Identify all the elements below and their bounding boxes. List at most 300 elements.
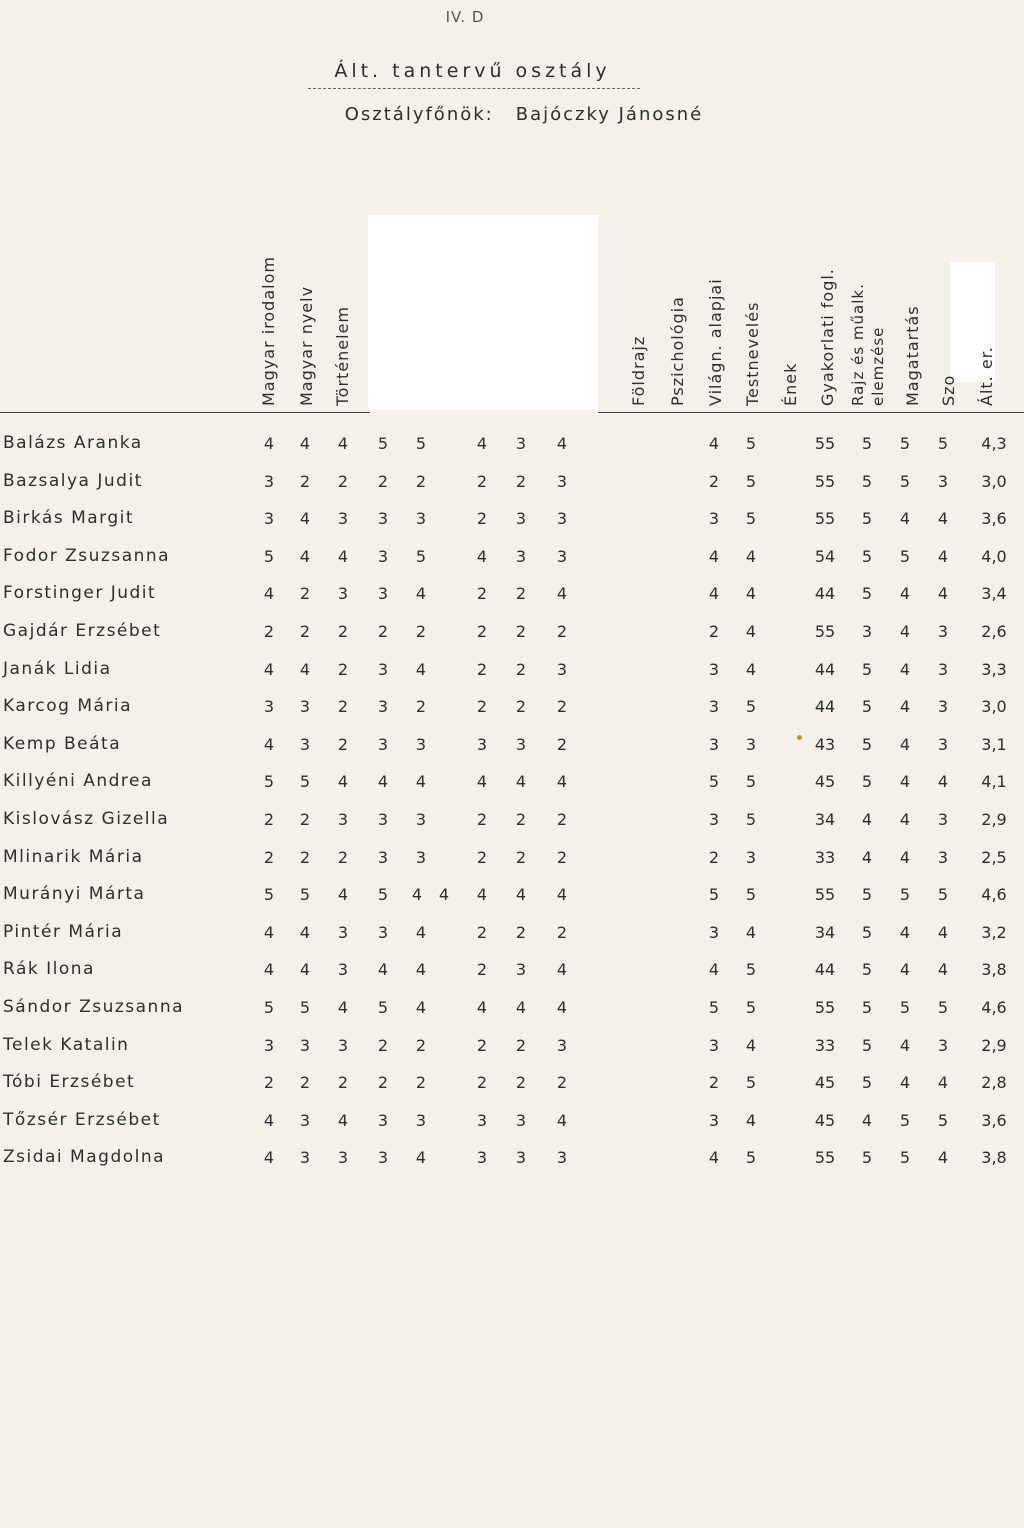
student-name: Telek Katalin [3, 1034, 130, 1055]
grade-cell: 2 [377, 1073, 389, 1093]
grade-cell: 5 [745, 509, 757, 529]
grade-cell: 5 [861, 546, 873, 566]
grade-cell: 2 [556, 810, 568, 829]
grade-cell: 5 [861, 509, 873, 529]
grade-cell: 2 [299, 622, 311, 641]
grade-cell: 2 [476, 584, 488, 604]
grade-cell: 3,2 [981, 922, 1007, 942]
teacher-label: Osztályfőnök: [344, 104, 494, 125]
grade-cell: 2 [299, 1073, 311, 1093]
grade-cell: 2 [299, 847, 311, 867]
grade-cell: 5 [708, 772, 720, 792]
student-name: Janák Lidia [3, 658, 112, 679]
student-name: Kemp Beáta [3, 733, 122, 754]
grade-cell: 3 [937, 697, 949, 717]
grade-cell: 4 [263, 922, 275, 942]
grade-cell: 5 [861, 1073, 873, 1093]
grade-cell: 3 [377, 922, 389, 942]
grade-cell: 4 [263, 1148, 275, 1168]
table-row [0, 538, 1024, 576]
grade-cell: 3 [515, 734, 527, 754]
grade-cell: 5 [745, 810, 757, 829]
student-name: Fodor Zsuzsanna [3, 545, 171, 566]
grade-cell: 3 [377, 847, 389, 867]
grade-cell: 4 [745, 1035, 757, 1055]
grade-cell: 4 [263, 584, 275, 604]
grade-cell: 4 [556, 584, 568, 604]
grade-cell: 4,3 [981, 434, 1007, 453]
grade-cell: 4 [937, 584, 949, 604]
student-name: Karcog Mária [3, 696, 133, 717]
grade-cell: 3 [708, 1110, 720, 1130]
grade-cell: 5 [861, 584, 873, 604]
grade-cell: 3 [745, 734, 757, 754]
grade-cell: 4 [937, 546, 949, 566]
grade-cell: 45 [814, 772, 836, 792]
grade-cell: 3 [299, 1148, 311, 1168]
grade-cell: 3 [745, 847, 757, 867]
grade-cell: 5 [745, 1073, 757, 1093]
grade-cell: 4 [708, 584, 720, 604]
grade-cell: 4 [745, 1110, 757, 1130]
grade-cell: 2 [515, 1035, 527, 1055]
col-header-enek: Ének [781, 362, 800, 406]
grade-cell: 3 [708, 922, 720, 942]
grade-cell: 44 [814, 659, 836, 679]
grade-cell: 2 [708, 471, 720, 491]
grade-cell: 2,6 [981, 622, 1007, 641]
grade-cell: 3 [708, 509, 720, 529]
grade-cell: 2 [299, 471, 311, 491]
student-name: Killyéni Andrea [3, 771, 153, 792]
grade-cell: 2 [476, 810, 488, 829]
grade-cell: 4 [937, 1073, 949, 1093]
grade-cell: 4 [415, 584, 427, 604]
table-row [0, 726, 1024, 764]
grade-cell: 5 [745, 772, 757, 792]
grade-cell: 4 [411, 885, 423, 905]
table-row [0, 839, 1024, 877]
grade-cell: 4 [476, 885, 488, 905]
grade-cell: 3,6 [981, 1110, 1007, 1130]
grade-cell: 5 [263, 885, 275, 905]
grade-cell: 4 [515, 885, 527, 905]
grade-cell: 4 [263, 960, 275, 980]
grade-cell: 5 [861, 434, 873, 453]
grade-cell: 4 [337, 885, 349, 905]
grade-cell: 5 [745, 697, 757, 717]
table-row [0, 613, 1024, 651]
grade-cell: 3 [337, 584, 349, 604]
grade-cell: 4 [415, 659, 427, 679]
grade-cell: 4 [937, 772, 949, 792]
table-row [0, 951, 1024, 989]
grade-cell: 4 [556, 885, 568, 905]
grade-cell: 2,9 [981, 810, 1007, 829]
grade-cell: 4 [299, 960, 311, 980]
grade-cell: 3 [937, 622, 949, 641]
grade-cell: 3 [515, 509, 527, 529]
grade-cell: 5 [899, 434, 911, 453]
grade-cell: 5 [745, 434, 757, 453]
grade-cell: 5 [899, 1110, 911, 1130]
grade-cell: 3 [476, 1148, 488, 1168]
student-name: Tóbi Erzsébet [3, 1072, 136, 1093]
grade-cell: 2 [377, 622, 389, 641]
grade-cell: 5 [861, 885, 873, 905]
grade-cell: 4 [438, 885, 450, 905]
grade-cell: 3 [556, 1035, 568, 1055]
grade-cell: 4 [861, 810, 873, 829]
grade-cell: 2 [515, 471, 527, 491]
grade-cell: 4 [556, 998, 568, 1017]
col-header-magyar-irodalom: Magyar irodalom [259, 256, 278, 406]
grade-cell: 5 [377, 434, 389, 453]
grade-cell: 4 [708, 1148, 720, 1168]
grade-cell: 3 [415, 509, 427, 529]
grade-cell: 3 [377, 546, 389, 566]
grade-cell: 44 [814, 960, 836, 980]
grade-cell: 5 [861, 960, 873, 980]
grade-cell: 4 [861, 847, 873, 867]
grade-cell: 3 [515, 434, 527, 453]
grade-cell: 2 [556, 847, 568, 867]
grade-cell: 4 [745, 622, 757, 641]
table-row [0, 763, 1024, 801]
grade-cell: 2 [515, 622, 527, 641]
grade-cell: 4 [899, 922, 911, 942]
grade-cell: 3 [476, 734, 488, 754]
grade-cell: 5 [937, 998, 949, 1017]
grade-cell: 2 [263, 1073, 275, 1093]
table-row [0, 801, 1024, 839]
col-header-altalanos: Ált. er. [977, 346, 996, 406]
grade-cell: 3 [377, 509, 389, 529]
grade-cell: 4 [263, 734, 275, 754]
grade-cell: 3 [476, 1110, 488, 1130]
grade-cell: 4 [476, 772, 488, 792]
col-header-gyakorlati: Gyakorlati fogl. [818, 268, 837, 406]
grade-cell: 3,8 [981, 960, 1007, 980]
student-name: Forstinger Judit [3, 583, 157, 604]
grade-cell: 3 [263, 1035, 275, 1055]
grade-cell: 3 [937, 1035, 949, 1055]
grade-cell: 4 [476, 434, 488, 453]
student-name: Sándor Zsuzsanna [3, 997, 185, 1017]
table-row [0, 651, 1024, 689]
grade-cell: 5 [263, 998, 275, 1017]
grade-cell: 4 [476, 998, 488, 1017]
student-name: Tőzsér Erzsébet [3, 1109, 161, 1130]
grade-cell: 2 [708, 622, 720, 641]
grade-cell: 2 [476, 622, 488, 641]
grade-cell: 4 [556, 772, 568, 792]
col-header-vilagnezet: Világn. alapjai [706, 278, 725, 406]
grade-cell: 4 [299, 659, 311, 679]
grade-cell: 4,1 [981, 772, 1007, 792]
grade-cell: 3 [708, 734, 720, 754]
grade-cell: 4,6 [981, 885, 1007, 905]
grade-cell: 2 [515, 659, 527, 679]
teacher-name: Bajóczky Jánosné [515, 104, 704, 125]
redaction-block [368, 215, 598, 410]
grade-cell: 2 [476, 1073, 488, 1093]
grade-cell: 5 [899, 885, 911, 905]
grade-cell: 4 [415, 998, 427, 1017]
table-row [0, 688, 1024, 726]
grade-cell: 2 [515, 584, 527, 604]
col-header-rajz: Rajz és műalk. elemzése [849, 283, 887, 406]
grade-cell: 45 [814, 1073, 836, 1093]
grade-cell: 3,1 [981, 734, 1007, 754]
grade-cell: 5 [899, 546, 911, 566]
grade-cell: 3 [708, 1035, 720, 1055]
table-row [0, 463, 1024, 501]
grade-cell: 3 [937, 471, 949, 491]
grade-cell: 4 [937, 960, 949, 980]
grade-cell: 3 [937, 810, 949, 829]
grade-cell: 3 [556, 471, 568, 491]
grade-cell: 2 [415, 1035, 427, 1055]
grade-cell: 4 [937, 922, 949, 942]
grade-cell: 5 [861, 471, 873, 491]
grade-cell: 2 [337, 1073, 349, 1093]
grade-cell: 4 [263, 659, 275, 679]
grade-cell: 5 [861, 922, 873, 942]
grade-cell: 2 [556, 734, 568, 754]
grade-cell: 4 [899, 659, 911, 679]
grade-cell: 5 [861, 1035, 873, 1055]
grade-cell: 3 [415, 810, 427, 829]
grade-cell: 4 [556, 960, 568, 980]
grade-cell: 4 [263, 1110, 275, 1130]
grade-cell: 55 [814, 622, 836, 641]
grade-cell: 55 [814, 885, 836, 905]
grade-cell: 4 [299, 509, 311, 529]
grade-cell: 2 [476, 509, 488, 529]
grade-cell: 4 [745, 584, 757, 604]
grade-cell: 4 [899, 1035, 911, 1055]
grade-cell: 3 [299, 697, 311, 717]
table-row [0, 1027, 1024, 1065]
grade-cell: 5 [708, 885, 720, 905]
grade-cell: 2 [556, 697, 568, 717]
grade-cell: 2 [263, 810, 275, 829]
grade-cell: 2 [299, 810, 311, 829]
col-header-tortenelem: Történelem [333, 305, 352, 406]
grade-cell: 3 [337, 810, 349, 829]
grade-cell: 4 [937, 509, 949, 529]
grade-cell: 4 [556, 1110, 568, 1130]
student-name: Bazsalya Judit [3, 470, 143, 491]
grade-cell: 2 [556, 922, 568, 942]
grade-cell: 3 [556, 1148, 568, 1168]
grade-cell: 4 [415, 1148, 427, 1168]
grade-cell: 3 [556, 509, 568, 529]
grade-cell: 4 [861, 1110, 873, 1130]
grade-cell: 2 [515, 847, 527, 867]
grade-cell: 3 [299, 1110, 311, 1130]
grade-cell: 5 [861, 734, 873, 754]
grade-cell: 2 [476, 960, 488, 980]
grade-cell: 5 [299, 885, 311, 905]
student-name: Kislovász Gizella [3, 809, 170, 829]
ink-dot [797, 735, 802, 740]
grade-cell: 4 [337, 998, 349, 1017]
grade-cell: 3 [377, 1110, 389, 1130]
grade-cell: 5 [745, 471, 757, 491]
grade-cell: 5 [937, 885, 949, 905]
grade-cell: 3 [556, 546, 568, 566]
grade-cell: 5 [708, 998, 720, 1017]
grade-cell: 4 [415, 922, 427, 942]
grade-cell: 3 [937, 659, 949, 679]
col-header-foldrajz: Földrajz [629, 335, 648, 406]
grade-cell: 2 [476, 697, 488, 717]
student-name: Mlinarik Mária [3, 846, 144, 867]
student-name: Murányi Márta [3, 884, 146, 905]
grade-cell: 55 [814, 1148, 836, 1168]
student-name: Gajdár Erzsébet [3, 621, 162, 641]
grade-cell: 45 [814, 1110, 836, 1130]
grade-cell: 3,0 [981, 697, 1007, 717]
grade-cell: 5 [263, 546, 275, 566]
table-row [0, 1102, 1024, 1140]
grade-cell: 3 [377, 659, 389, 679]
grade-cell: 2 [263, 847, 275, 867]
page-title: Ált. tantervű osztály [334, 60, 611, 82]
grade-cell: 2 [556, 1073, 568, 1093]
grade-cell: 3 [299, 734, 311, 754]
grade-cell: 4 [937, 1148, 949, 1168]
grade-cell: 3 [337, 1035, 349, 1055]
grade-cell: 2,9 [981, 1035, 1007, 1055]
grade-cell: 4 [899, 697, 911, 717]
class-code: IV. D [445, 8, 485, 26]
table-row [0, 425, 1024, 463]
grade-cell: 34 [814, 810, 836, 829]
grade-cell: 54 [814, 546, 836, 566]
grade-cell: 3 [937, 734, 949, 754]
grade-cell: 2 [476, 471, 488, 491]
grade-cell: 33 [814, 847, 836, 867]
grade-cell: 5 [899, 471, 911, 491]
grade-cell: 55 [814, 434, 836, 453]
grade-cell: 3 [337, 922, 349, 942]
grade-cell: 2 [415, 471, 427, 491]
grade-cell: 5 [937, 1110, 949, 1130]
grade-cell: 4 [515, 998, 527, 1017]
grade-cell: 2 [377, 471, 389, 491]
grade-cell: 3 [937, 847, 949, 867]
table-row [0, 575, 1024, 613]
grade-cell: 3 [337, 1148, 349, 1168]
grade-cell: 55 [814, 471, 836, 491]
grade-cell: 44 [814, 584, 836, 604]
grade-cell: 2 [415, 697, 427, 717]
grade-cell: 4 [476, 546, 488, 566]
grade-cell: 4 [899, 847, 911, 867]
grade-cell: 4 [299, 434, 311, 453]
grade-cell: 5 [861, 1148, 873, 1168]
grade-cell: 3 [515, 1148, 527, 1168]
grade-cell: 2 [337, 697, 349, 717]
student-name: Balázs Aranka [3, 433, 143, 453]
grade-cell: 5 [377, 998, 389, 1017]
grade-cell: 5 [745, 885, 757, 905]
grade-cell: 5 [415, 434, 427, 453]
grade-cell: 4 [899, 734, 911, 754]
table-row [0, 914, 1024, 952]
grade-cell: 2,5 [981, 847, 1007, 867]
grade-cell: 3,8 [981, 1148, 1007, 1168]
title-underline [308, 88, 640, 89]
grade-cell: 4 [745, 546, 757, 566]
grade-cell: 4 [299, 922, 311, 942]
grade-cell: 55 [814, 509, 836, 529]
grade-cell: 5 [937, 434, 949, 453]
grade-cell: 4 [377, 960, 389, 980]
grade-cell: 4 [708, 960, 720, 980]
grade-cell: 5 [299, 998, 311, 1017]
grade-cell: 3 [377, 1148, 389, 1168]
grade-cell: 4 [337, 1110, 349, 1130]
table-row [0, 1064, 1024, 1102]
table-row [0, 500, 1024, 538]
col-header-magyar-nyelv: Magyar nyelv [297, 285, 316, 406]
grade-cell: 3 [708, 810, 720, 829]
grade-cell: 4 [899, 584, 911, 604]
grade-cell: 3,6 [981, 509, 1007, 529]
grade-cell: 2 [476, 922, 488, 942]
student-name: Rák Ilona [3, 959, 95, 980]
grade-cell: 4 [899, 960, 911, 980]
header-rule-left [0, 412, 370, 413]
grade-cell: 2 [337, 734, 349, 754]
grade-cell: 2 [556, 622, 568, 641]
student-name: Pintér Mária [3, 921, 124, 942]
grade-cell: 5 [745, 1148, 757, 1168]
grade-cell: 4 [899, 772, 911, 792]
grade-cell: 3 [415, 1110, 427, 1130]
grade-cell: 5 [861, 998, 873, 1017]
grade-cell: 3 [337, 960, 349, 980]
grade-cell: 4 [745, 922, 757, 942]
grade-cell: 34 [814, 922, 836, 942]
grade-cell: 4 [337, 772, 349, 792]
grade-cell: 55 [814, 998, 836, 1017]
grade-cell: 4 [377, 772, 389, 792]
grade-cell: 2 [476, 659, 488, 679]
grade-cell: 4 [515, 772, 527, 792]
grade-cell: 4 [899, 509, 911, 529]
grade-cell: 2 [515, 1073, 527, 1093]
grade-cell: 3 [515, 1110, 527, 1130]
grade-cell: 3,4 [981, 584, 1007, 604]
grade-cell: 5 [415, 546, 427, 566]
table-row [0, 1139, 1024, 1177]
grade-cell: 4 [556, 434, 568, 453]
grade-cell: 4,0 [981, 546, 1007, 566]
grade-cell: 2 [337, 847, 349, 867]
grade-cell: 3 [377, 734, 389, 754]
grade-cell: 3 [377, 584, 389, 604]
grade-cell: 5 [745, 960, 757, 980]
grade-cell: 3 [861, 622, 873, 641]
grade-cell: 44 [814, 697, 836, 717]
header-rule-right [598, 412, 1024, 413]
grade-cell: 2 [299, 584, 311, 604]
